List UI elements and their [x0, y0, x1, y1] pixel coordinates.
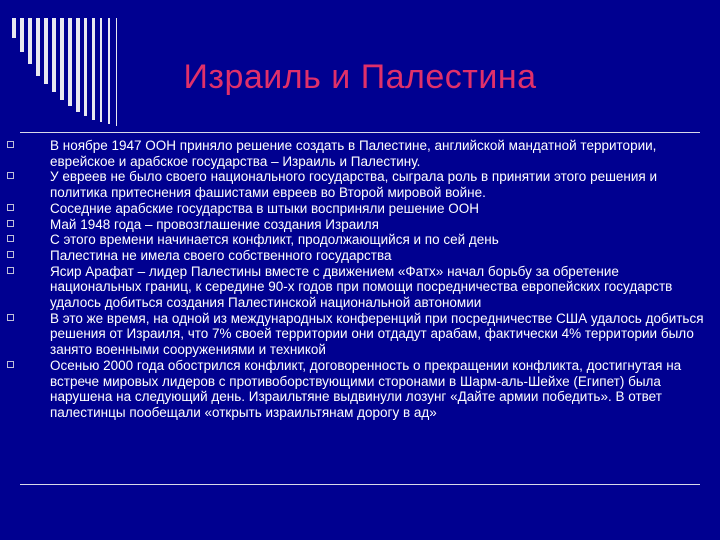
square-bullet-icon — [7, 172, 14, 179]
square-bullet-icon — [7, 204, 14, 211]
square-bullet-icon — [7, 267, 14, 274]
list-item-text: Соседние арабские государства в штыки восприняли решение ООН — [50, 200, 479, 216]
slide-title: Израиль и Палестина — [183, 58, 537, 96]
list-item — [6, 169, 706, 200]
list-item-text: Ясир Арафат – лидер Палестины вместе с движением «Фатх» начал борьбу за обретение национальных границ, к середине 90-х годов при помощи посредничества европейских государств удалось добиться создания Палестинской национальной автономии — [50, 263, 673, 311]
square-bullet-icon — [7, 220, 14, 227]
list-item — [6, 201, 706, 217]
list-item-text: В это же время, на одной из международных конференций при посредничестве США удалось добиться решения от Израиля, что 7% своей территории они отдадут арабам, фактически 4% территории было занято военными сооружениями и техникой — [50, 310, 704, 358]
bullet-list — [6, 138, 706, 421]
square-bullet-icon — [7, 141, 14, 148]
list-item — [6, 358, 706, 421]
list-item-text: Палестина не имела своего собственного государства — [50, 247, 392, 263]
list-item-text: У евреев не было своего национального государства, сыграла роль в принятии этого решения и политика притеснения фашистами евреев во Второй мировой войне. — [50, 169, 658, 201]
list-item-text: С этого времени начинается конфликт, продолжающийся и по сей день — [50, 232, 499, 248]
square-bullet-icon — [7, 235, 14, 242]
title-divider — [20, 132, 700, 133]
list-item — [6, 311, 706, 358]
list-item-text: В ноябре 1947 ООН приняло решение создать в Палестине, английской мандатной территории, еврейское и арабское государства – Израиль и Палестину. — [50, 138, 657, 169]
list-item-text: Осенью 2000 года обострился конфликт, договоренность о прекращении конфликта, достигнутая на встрече мировых лидеров с противоборствующими сторонами в Шарм-аль-Шейхе (Египет) была нарушена на следующий день. Израильтяне выдвинули лозунг «Дайте армии победить». В ответ палестинцы пообещали «открыть израильтянам дорогу в ад» — [50, 357, 682, 420]
list-item — [6, 138, 706, 169]
list-item — [6, 232, 706, 248]
square-bullet-icon — [7, 361, 14, 368]
list-item — [6, 264, 706, 311]
square-bullet-icon — [7, 314, 14, 321]
list-item-text: Май 1948 года – провозглашение создания Израиля — [50, 216, 379, 232]
list-item — [6, 248, 706, 264]
square-bullet-icon — [7, 251, 14, 258]
footer-divider — [20, 484, 700, 485]
list-item — [6, 217, 706, 233]
